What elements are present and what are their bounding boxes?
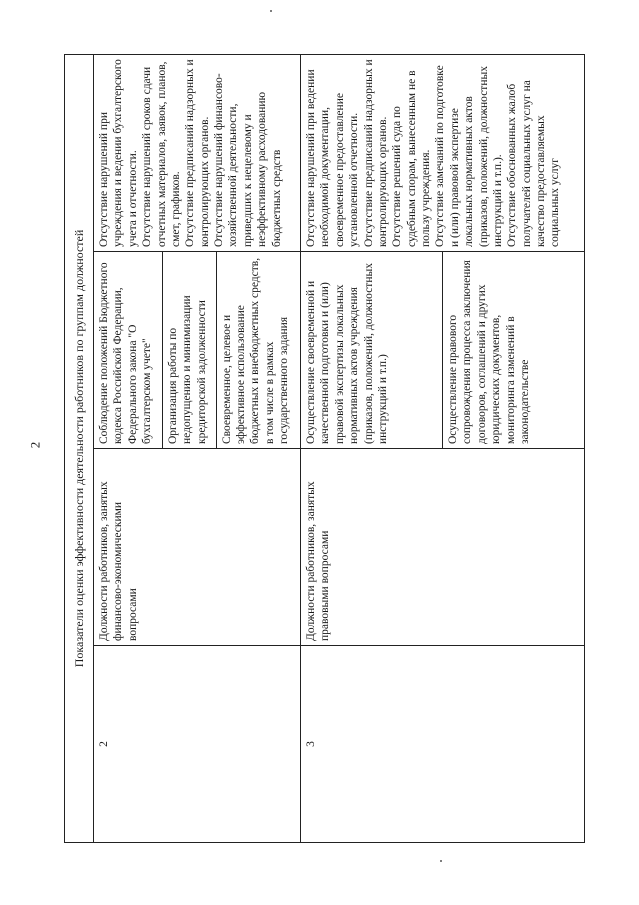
criteria-cell bbox=[301, 55, 585, 252]
criteria-item: Отсутствие нарушений при ведении необходимой документации, своевременное предоставление установленной отчетности. bbox=[305, 69, 361, 247]
indicator-cell: Соблюдение положений Бюджетного кодекса Российской Федерации, Федерального закона "О бухгалтерском учете" bbox=[94, 252, 163, 449]
position-group: Должности работников, занятых правовыми вопросами bbox=[301, 449, 585, 646]
table-row bbox=[94, 55, 163, 843]
position-group: Должности работников, занятых финансово-экономическими вопросами bbox=[94, 449, 301, 646]
indicator-cell: Осуществление своевременной и качественной подготовки и (или) правовой экспертизы локальных нормативных актов учреждения (приказов, положений, должностных инструкций и т.п.) bbox=[301, 252, 443, 449]
criteria-cell bbox=[94, 55, 301, 252]
indicator-cell: Своевременное, целевое и эффективное использование бюджетных и внебюджетных средств, в том числе в рамках государственного задания bbox=[216, 252, 300, 449]
page-number: 2 bbox=[27, 441, 43, 449]
criteria-item: Отсутствие решений суда по судебным спорам, вынесенным не в пользу учреждения. bbox=[391, 70, 433, 247]
indicator-cell: Организация работы по недопущению и минимизации кредиторской задолженности bbox=[163, 252, 217, 449]
criteria-item: Отсутствие предписаний надзорных и контролирующих органов. bbox=[362, 59, 389, 247]
table-header: Показатели оценки эффективности деятельности работников по группам должностей bbox=[65, 55, 94, 843]
criteria-item: Отсутствие нарушений финансово-хозяйственной деятельности, приведших к нецелевому и неэффективному расходованию бюджетных средств bbox=[213, 73, 283, 247]
row-number: 2 bbox=[94, 646, 301, 843]
criteria-item: Отсутствие замечаний по подготовке и (или) правовой экспертизе локальных нормативных актов (приказов, положений, должностных инструкций и т.п.). bbox=[434, 65, 504, 247]
criteria-item: Отсутствие предписаний надзорных и контролирующих органов. bbox=[184, 59, 211, 247]
criteria-item: Отсутствие нарушений сроков сдачи отчетных материалов, заявок, планов, смет, графиков. bbox=[141, 61, 182, 247]
indicator-cell: Осуществление правового сопровождения процесса заключения договоров, соглашений и других юридических документов, мониторинга изменений в законодательстве bbox=[443, 252, 585, 449]
performance-indicators-table bbox=[64, 54, 585, 843]
scan-speck bbox=[270, 10, 272, 12]
criteria-item: Отсутствие обоснованных жалоб получателей социальных услуг на качество предоставляемых социальных услуг bbox=[506, 80, 562, 247]
row-number: 3 bbox=[301, 646, 585, 843]
table-row bbox=[301, 55, 443, 843]
criteria-item: Отсутствие нарушений при учреждения и ведении бухгалтерского учета и отчетности. bbox=[98, 59, 139, 247]
table-header-row bbox=[65, 55, 94, 843]
scan-speck bbox=[440, 860, 442, 862]
rotated-table-container bbox=[64, 54, 585, 843]
